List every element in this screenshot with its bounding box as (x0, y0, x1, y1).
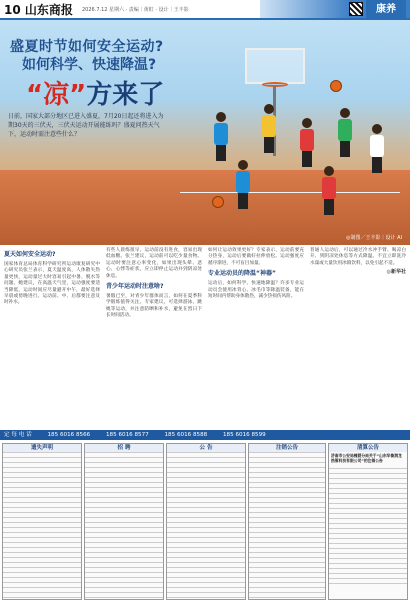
basketball (212, 196, 224, 208)
classified-block (248, 443, 326, 600)
player-figure (322, 166, 336, 215)
paragraph: 运动后，如何科学、快速地降温？许多专业运动员会使用冰背心、冰毛巾等降温装备，能在短时间内帮助身体散热，减少热损伤风险。 (208, 281, 304, 300)
player-figure (300, 118, 314, 167)
headline-main (26, 74, 164, 111)
classified-title: 招 聘 (85, 444, 163, 452)
subheading: 专业运动员的降温“神器” (208, 270, 276, 278)
classifieds-section (0, 441, 410, 602)
subheading: 青少年运动时注意啥? (106, 283, 164, 291)
phone-number: 185 6016 8588 (164, 432, 208, 438)
classified-block (84, 443, 164, 600)
headline-line1: 盛夏时节如何安全运动? (10, 39, 164, 55)
phone-label: 定 每 电 话 (4, 432, 32, 438)
classified-block (166, 443, 246, 600)
headline-main-rest: 方来了 (86, 80, 165, 110)
phone-number: 185 6016 8599 (223, 432, 266, 438)
classified-text (85, 452, 163, 598)
classified-text (329, 464, 407, 584)
classified-title: 公 告 (167, 444, 245, 452)
article-column-2 (106, 248, 202, 322)
page-number-masthead: 10 山东商报 (4, 3, 73, 17)
court-line (180, 192, 400, 193)
paragraph: 国家体育总局体育科学研究所运动康复研究中心研究员张兰表示，夏天温度高，人体散失热量更快，运动量过大时容易引起中暑、脱水等问题。她建议，在高温天气里，运动强度要适当降低，运动时间应尽量避开中午，最好选择早晨或傍晚进行。运动前、中、后都要注意及时补水。 (4, 262, 100, 306)
backboard (245, 48, 305, 84)
subheading: 夏天如何安全运动? (4, 251, 56, 258)
byline: ◎新华社 (386, 269, 406, 276)
page-header (0, 0, 410, 20)
player-figure (262, 104, 276, 153)
paragraph: 普通人运动后，可以通过冷水冲手臂、喝凉白开、到阴凉处休息等方式降温。不宜立即洗冷水澡或大量饮用冰镇饮料，以免引起不适。 (310, 248, 406, 266)
classified-phone-bar (0, 430, 410, 440)
phone-number: 185 6016 8577 (106, 432, 149, 438)
phone-number: 185 6016 8566 (47, 432, 91, 438)
classified-text (249, 452, 325, 598)
classified-title: 清算公告 (329, 444, 407, 452)
article-body (4, 248, 406, 428)
classified-block (328, 443, 408, 600)
player-figure (370, 124, 384, 173)
header-subline: 2026.7.12 星期六 · 责编｜黄虹 · 设计｜王丰影 (82, 7, 189, 13)
hero-illustration (0, 20, 410, 245)
player-figure (214, 112, 228, 161)
classified-text (167, 452, 245, 598)
player-figure (236, 160, 250, 209)
article-column-3 (208, 248, 304, 302)
headline-line2: 如何科学、快速降温? (22, 57, 157, 73)
notice-heading: 济南市公安局槐荫分局关于“山东华鲁润龙热管科技有限公司”的注销公告 (331, 453, 402, 463)
classified-title: 注销公告 (249, 444, 325, 452)
qr-code-icon (349, 2, 363, 16)
basketball (330, 80, 342, 92)
player-figure (338, 108, 352, 157)
image-credit: ◎制图／王丰影｜设计 AI (346, 235, 402, 241)
classified-title: 遗失声明 (3, 444, 81, 452)
section-tag: 康养 (366, 0, 406, 20)
paragraph: 暑假已至，对青少年群体而言，如何在夏季科学锻炼值得关注。专家建议，可选择游泳、跳绳等运动，并注意防晒和补水，避免在烈日下长时间活动。 (106, 294, 202, 319)
classified-text (3, 452, 81, 598)
paragraph: 如何让运动效果更好？专家表示，运动前要充分热身，运动后要做好拉伸放松。运动强度应循序渐进，不可盲目加量。 (208, 248, 304, 266)
article-column-1 (4, 248, 100, 309)
headline-highlight: “凉” (26, 80, 87, 110)
paragraph: 有些人晨练很早，运动前没有进食，容易出现低血糖。张兰建议，运动前可以吃少量食物。运动时要注意心率变化，如果出现头晕、恶心、心悸等症状，应立即停止运动并到阴凉处休息。 (106, 248, 202, 279)
lead-paragraph: 日前，国家大部分地区已进入盛夏，7月20日起还将进入为期30天的三伏天，三伏天运动开展能练吗？盛夏问热天气下，运动时需注意些什么？ (8, 113, 164, 138)
article-column-4 (310, 248, 406, 276)
classified-block (2, 443, 82, 600)
